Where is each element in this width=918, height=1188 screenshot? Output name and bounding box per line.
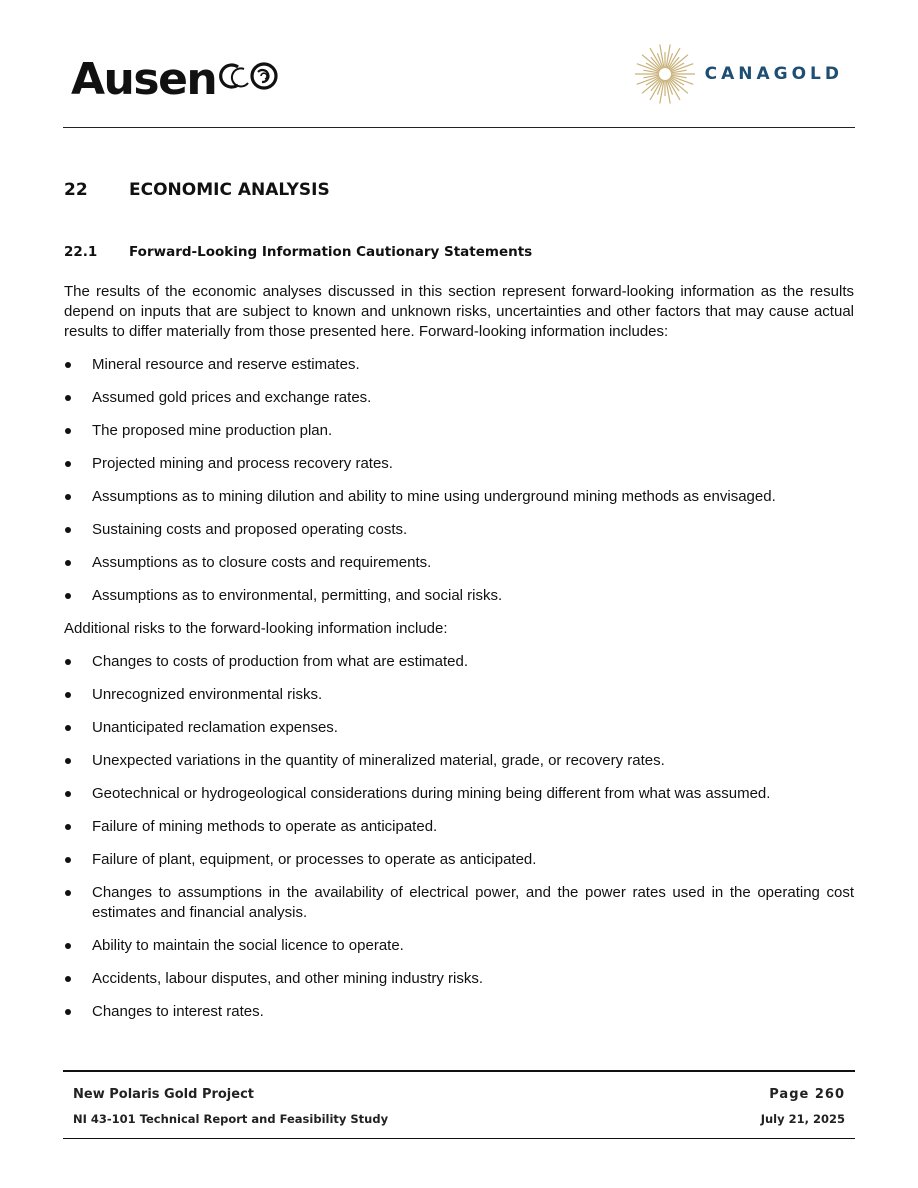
page-header: [63, 38, 855, 128]
bullet-icon: [65, 1009, 71, 1015]
list-item: [64, 969, 854, 989]
list-item: [64, 652, 854, 672]
list-item: [64, 883, 854, 923]
body-content: [64, 282, 854, 1035]
bullet-icon: [65, 362, 71, 368]
list-item: [64, 421, 854, 441]
bullet-icon: [65, 890, 71, 896]
list-item: [64, 454, 854, 474]
list-item-text: Unanticipated reclamation expenses.: [92, 719, 338, 736]
ausenco-swirl-icon: [218, 58, 282, 94]
list-item: [64, 784, 854, 804]
bullet-icon: [65, 659, 71, 665]
list-item-text: Ability to maintain the social licence to operate.: [92, 937, 404, 954]
bullet-icon: [65, 494, 71, 500]
list-item-text: Geotechnical or hydrogeological considerations during mining being different from what was assumed.: [92, 785, 771, 802]
forward-looking-list: [64, 355, 854, 606]
list-item-text: Projected mining and process recovery rates.: [92, 455, 393, 472]
page-footer: [63, 1070, 855, 1139]
list-item: [64, 388, 854, 408]
section-heading: [64, 180, 330, 200]
bullet-icon: [65, 527, 71, 533]
bullet-icon: [65, 943, 71, 949]
bullet-icon: [65, 428, 71, 434]
list-item-text: The proposed mine production plan.: [92, 422, 333, 439]
list-item: [64, 751, 854, 771]
list-item-text: Unrecognized environmental risks.: [92, 686, 323, 703]
bullet-icon: [65, 824, 71, 830]
list-item: [64, 850, 854, 870]
bullet-icon: [65, 395, 71, 401]
list-item: [64, 718, 854, 738]
list-item-text: Failure of plant, equipment, or processes to operate as anticipated.: [92, 851, 537, 868]
bullet-icon: [65, 976, 71, 982]
footer-page-number: Page 260: [769, 1087, 845, 1102]
list-item: [64, 936, 854, 956]
bullet-icon: [65, 461, 71, 467]
list-item-text: Accidents, labour disputes, and other mining industry risks.: [92, 970, 484, 987]
bullet-icon: [65, 593, 71, 599]
footer-date: July 21, 2025: [760, 1112, 845, 1126]
bullet-icon: [65, 560, 71, 566]
list-item: [64, 355, 854, 375]
list-item-text: Mineral resource and reserve estimates.: [92, 356, 360, 373]
bullet-icon: [65, 692, 71, 698]
list-item-text: Assumptions as to mining dilution and ability to mine using underground mining methods as envisaged.: [92, 488, 776, 505]
subsection-number: 22.1: [64, 244, 98, 260]
list-item-text: Changes to interest rates.: [92, 1003, 264, 1020]
canagold-logo-text: CANAGOLD: [704, 64, 843, 84]
list-item: [64, 520, 854, 540]
footer-report-title: NI 43-101 Technical Report and Feasibility Study: [73, 1112, 389, 1126]
list-item-text: Failure of mining methods to operate as anticipated.: [92, 818, 438, 835]
list-item-text: Changes to assumptions in the availability of electrical power, and the power rates used in the operating cost estimates and financial analysis.: [92, 884, 854, 921]
bullet-icon: [65, 758, 71, 764]
list-item: [64, 553, 854, 573]
additional-paragraph: Additional risks to the forward-looking information include:: [64, 620, 448, 637]
subsection-title: Forward-Looking Information Cautionary Statements: [129, 244, 533, 260]
section-title: ECONOMIC ANALYSIS: [129, 180, 330, 200]
section-number: 22: [64, 180, 88, 200]
list-item-text: Sustaining costs and proposed operating costs.: [92, 521, 408, 538]
list-item-text: Assumptions as to closure costs and requirements.: [92, 554, 432, 571]
list-item: [64, 685, 854, 705]
list-item: [64, 1002, 854, 1022]
bullet-icon: [65, 725, 71, 731]
bullet-icon: [65, 791, 71, 797]
list-item-text: Unexpected variations in the quantity of mineralized material, grade, or recovery rates.: [92, 752, 665, 769]
list-item-text: Assumptions as to environmental, permitting, and social risks.: [92, 587, 503, 604]
list-item-text: Changes to costs of production from what are estimated.: [92, 653, 469, 670]
additional-risks-list: [64, 652, 854, 1022]
canagold-logo: [633, 42, 843, 106]
sunburst-icon: [633, 42, 697, 106]
subsection-heading: [64, 244, 532, 260]
list-item-text: Assumed gold prices and exchange rates.: [92, 389, 372, 406]
list-item: [64, 817, 854, 837]
intro-paragraph: The results of the economic analyses discussed in this section represent forward-looking information as the results depend on inputs that are subject to known and unknown risks, uncertainties and other factors that may cause actual results to differ materially from those presented here. Forward-looking information includes:: [64, 283, 854, 340]
list-item: [64, 487, 854, 507]
bullet-icon: [65, 857, 71, 863]
list-item: [64, 586, 854, 606]
ausenco-logo: Ausen: [71, 58, 282, 102]
footer-project-name: New Polaris Gold Project: [73, 1087, 255, 1102]
